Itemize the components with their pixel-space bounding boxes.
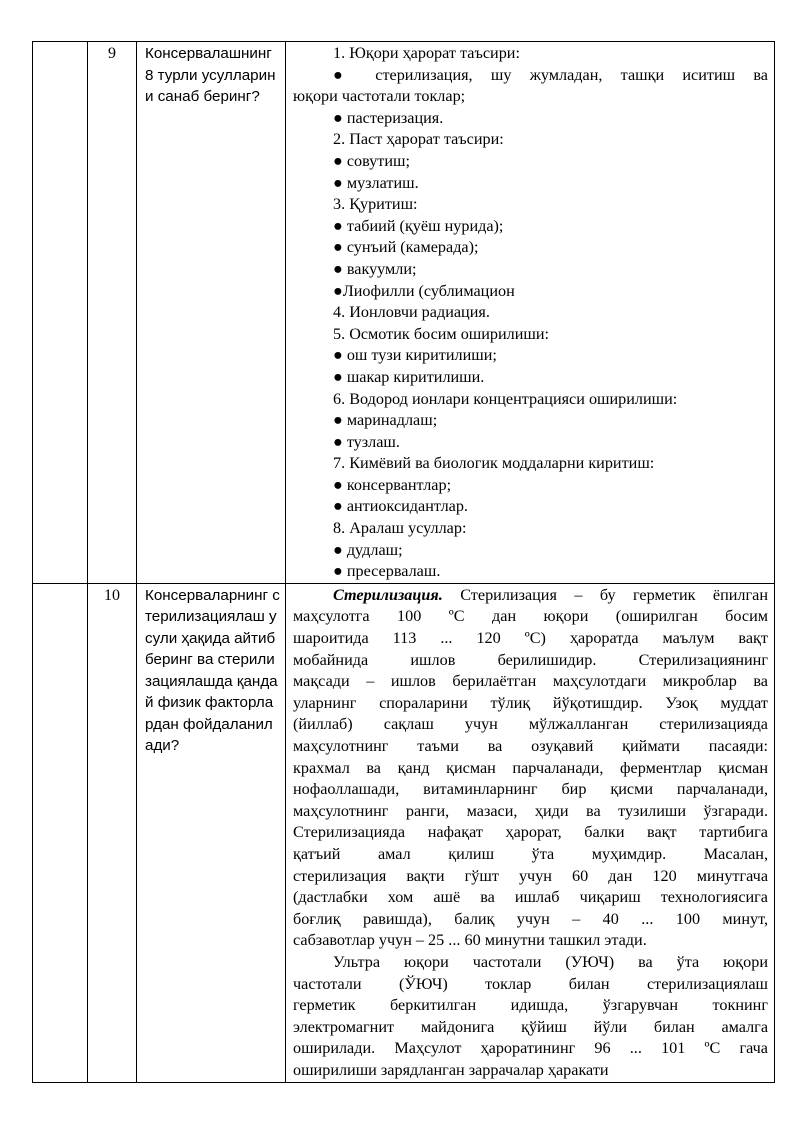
line-text: нофаоллашади, витаминларнинг бир қисми парчаланади, [293,780,768,799]
paragraph-line [293,974,768,996]
list-item: ● пастеризация. [333,108,444,127]
list-item: ● вакуумли; [333,259,417,278]
paragraph-line [293,779,768,801]
uhf-paragraph [293,952,768,1082]
paragraph-line [293,585,768,607]
row-number: 9 [88,42,137,584]
list-item: ● пресервалаш. [333,562,441,581]
line-text: боғлиқ равишда), балиқ учун – 40 ... 100 минут, [293,909,768,928]
line-text: маҳсулотга 100 ºС дан юқори (оширилган босим [293,607,768,626]
line-text: Стерилизация – бу герметик ёпилган [442,585,768,604]
term-label: Стерилизация. [333,585,443,604]
answer-cell [286,583,775,1082]
question-cell: Консерваларнинг стерилизациялаш усули ҳақида айтиб беринг ва стерилизациялашда қандай физик факторлардан фойдаланилади? [137,583,286,1082]
line-text: частотали (ЎЮЧ) токлар билан стерилизациялаш [293,974,768,993]
list-item: ● совутиш; [333,151,410,170]
table-row [33,42,775,584]
paragraph-line [293,844,768,866]
answer-cell [286,42,775,584]
paragraph-line [293,628,768,650]
paragraph-line [293,866,768,888]
list-item: 5. Осмотик босим оширилиши: [333,324,550,343]
list-item: 8. Аралаш усуллар: [333,519,467,538]
paragraph-line [293,714,768,736]
list-item: ● дудлаш; [333,540,403,559]
sterilization-paragraph [293,585,768,952]
list-item: ● тузлаш. [333,432,400,451]
list-item: 3. Қуритиш: [333,195,418,214]
line-text: қатъий амал қилиш ўта муҳимдир. Масалан, [293,844,768,863]
blank-cell [33,583,88,1082]
question-cell: Консервалашнинг 8 турли усулларини санаб беринг? [137,42,286,584]
list-item: 7. Кимёвий ва биологик моддаларни киритиш: [333,454,655,473]
paragraph-line [293,1038,768,1060]
line-text: шароитида 113 ... 120 ºС) ҳароратда маълум вақт [293,629,768,648]
list-item: ● музлатиш. [333,173,419,192]
paragraph-line [293,909,768,931]
paragraph-line [293,1017,768,1039]
qa-table [32,41,775,1083]
list-item: 1. Юқори ҳарорат таъсири: [333,44,520,62]
line-text: маҳсулотнинг таъми ва озуқавий қиймати пасаяди: [293,737,768,755]
line-text: крахмал ва қанд қисман парчаланади, ферментлар қисман [293,758,768,777]
paragraph-line [293,801,768,823]
paragraph-line [293,995,768,1017]
methods-list [293,43,768,583]
list-item: 2. Паст ҳарорат таъсири: [333,130,504,149]
blank-cell [33,42,88,584]
line-text: оширилади. Маҳсулот ҳароратининг 96 ... 101 ºС гача [293,1039,768,1058]
list-item: ● консервантлар; [333,475,452,494]
paragraph-line [293,650,768,672]
line-text: сабзавотлар учун – 25 ... 60 минутни ташкил этади. [293,931,647,950]
line-text: Ультра юқори частотали (УЮЧ) ва ўта юқори [333,952,768,971]
line-text: стерилизация вақти гўшт учун 60 дан 120 минутгача [293,866,768,885]
paragraph-line [293,606,768,628]
line-text: маҳсулотнинг ранги, мазаси, ҳиди ва тузилиши ўзгаради. [293,801,768,820]
list-item: ● табиий (қуёш нурида); [333,216,504,235]
paragraph-line [293,930,768,952]
list-item: ● ош тузи киритилиши; [333,346,497,365]
paragraph-line [293,887,768,909]
list-item: 6. Водород ионлари концентрацияси оширилиши: [333,389,678,408]
line-text: электромагнит майдонига қўйиш йўли билан амалга [293,1017,768,1036]
row-number: 10 [88,583,137,1082]
line-text: оширилиши зарядланган заррачалар ҳаракати [293,1060,609,1079]
paragraph-line [293,758,768,780]
line-text: мақсади – ишлов берилаётган маҳсулотдаги микроблар ва [293,672,768,691]
line-text: (йиллаб) сақлаш учун мўлжалланган стерилизацияда [293,715,768,734]
list-item: ● сунъий (камерада); [333,238,479,257]
list-item: ● стерилизация, шу жумладан, ташқи иситиш ва [333,65,768,84]
list-item: 4. Ионловчи радиация. [333,303,490,322]
list-item: ● шакар киритилиши. [333,367,485,386]
line-text: Стерилизацияда нафақат ҳарорат, балки вақт тартибига [293,823,768,842]
paragraph-line [293,736,768,758]
paragraph-line [293,822,768,844]
line-text: герметик беркитилган идишда, ўзгарувчан токнинг [293,996,768,1015]
table-row [33,583,775,1082]
list-item: юқори частотали токлар; [293,87,466,106]
list-item: ● маринадлаш; [333,411,438,430]
line-text: уларнинг спораларини тўлиқ йўқотишдир. Узоқ муддат [293,693,768,712]
list-item: ●Лиофилли (сублимацион [333,281,515,300]
line-text: мобайнида ишлов берилишидир. Стерилизациянинг [293,650,768,669]
paragraph-line [293,693,768,715]
paragraph-line [293,952,768,974]
list-item: ● антиоксидантлар. [333,497,468,516]
line-text: (дастлабки хом ашё ва ишлаб чиқариш технологиясига [293,888,768,907]
paragraph-line [293,671,768,693]
paragraph-line [293,1060,768,1082]
